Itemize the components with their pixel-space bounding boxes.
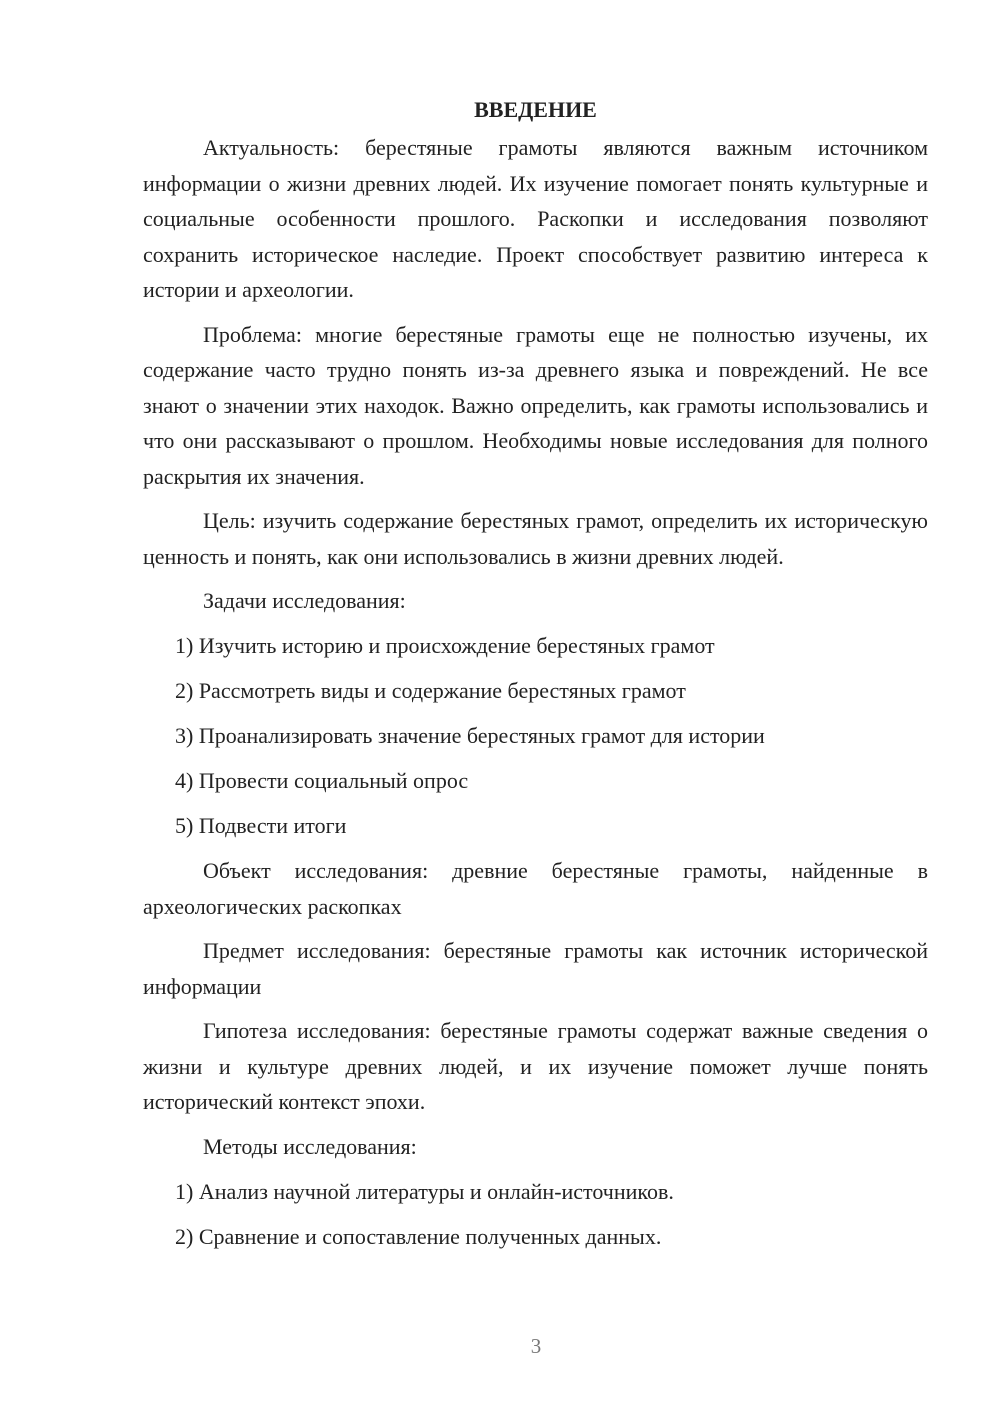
list-item-task-4: 4) Провести социальный опрос bbox=[175, 768, 469, 793]
list-item-method-1: 1) Анализ научной литературы и онлайн-источников. bbox=[175, 1178, 674, 1204]
list-item-method-2: 2) Сравнение и сопоставление полученных данных. bbox=[175, 1223, 662, 1249]
paragraph-subject: Предмет исследования: берестяные грамоты как источник исторической информации bbox=[143, 938, 928, 999]
list-item-task-5: 5) Подвести итоги bbox=[175, 813, 347, 838]
section-heading: ВВЕДЕНИЕ bbox=[474, 97, 597, 122]
page-number: 3 bbox=[530, 1334, 542, 1358]
list-item-task-1: 1) Изучить историю и происхождение берестяных грамот bbox=[175, 633, 715, 658]
paragraph-goal: Цель: изучить содержание берестяных грамот, определить их историческую ценность и понять, как они использовались в жизни древних людей. bbox=[143, 508, 928, 569]
methods-label: Методы исследования: bbox=[203, 1133, 417, 1159]
tasks-list bbox=[143, 628, 928, 844]
list-item-task-2: 2) Рассмотреть виды и содержание берестяных грамот bbox=[175, 678, 686, 703]
paragraph-problem: Проблема: многие берестяные грамоты еще не полностью изучены, их содержание часто трудно понять из-за древнего языка и повреждений. Не все знают о значении этих находок. Важно определить, как грамоты использовались и что они рассказывают о прошлом. Необходимы новые исследования для полного раскрытия их значения. bbox=[143, 321, 928, 489]
paragraph-hypothesis: Гипотеза исследования: берестяные грамоты содержат важные сведения о жизни и культуре древних людей, и их изучение поможет лучше понять исторический контекст эпохи. bbox=[143, 1018, 928, 1114]
document-body bbox=[143, 92, 928, 1264]
methods-list bbox=[143, 1174, 928, 1255]
paragraph-object: Объект исследования: древние берестяные грамоты, найденные в археологических раскопках bbox=[143, 858, 928, 919]
tasks-label: Задачи исследования: bbox=[203, 588, 406, 613]
list-item-task-3: 3) Проанализировать значение берестяных грамот для истории bbox=[175, 723, 765, 748]
paragraph-relevance: Актуальность: берестяные грамоты являются важным источником информации о жизни древних людей. Их изучение помогает понять культурные и социальные особенности прошлого. Раскопки и исследования позволяют сохранить историческое наследие. Проект способствует развитию интереса к истории и археологии. bbox=[143, 135, 928, 302]
